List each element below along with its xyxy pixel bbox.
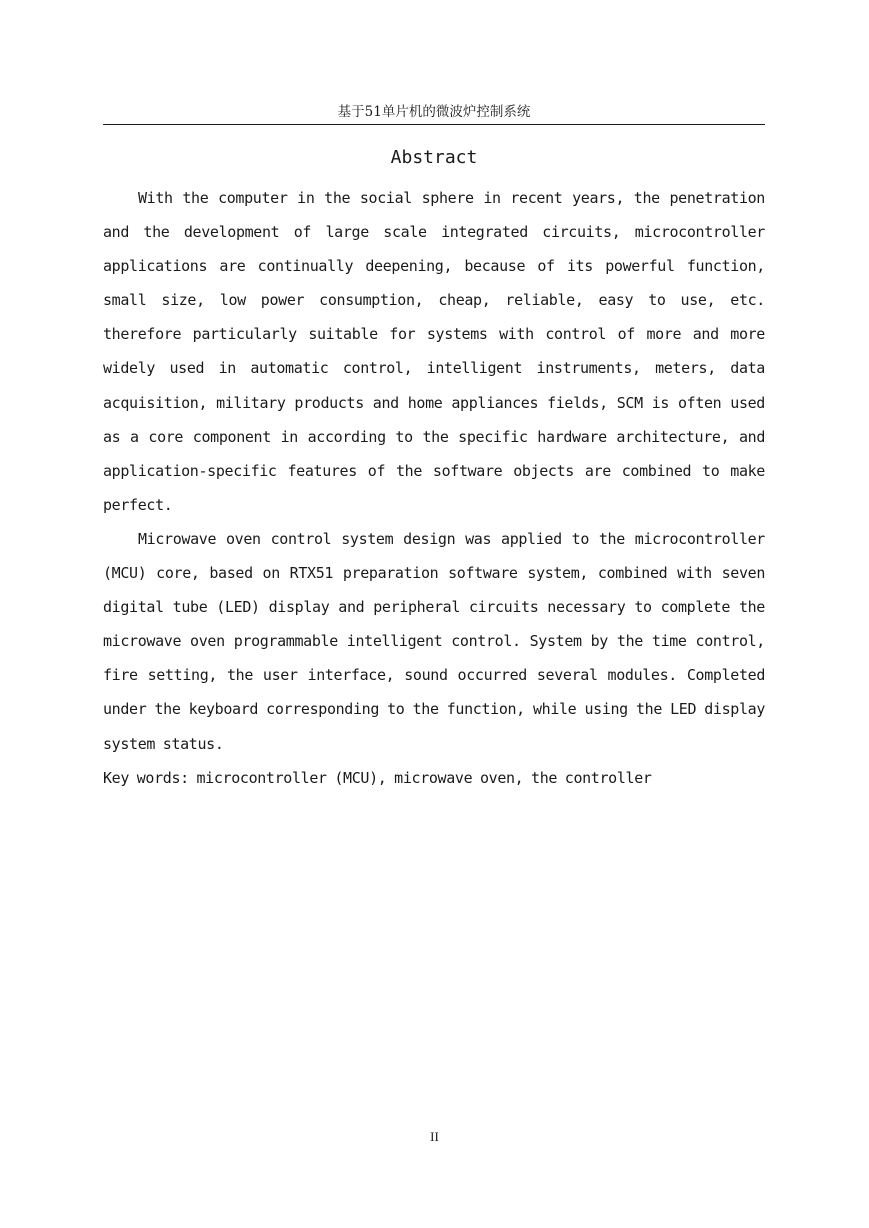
abstract-paragraph: Microwave oven control system design was applied to the microcontroller (MCU) core, based on RTX51 preparation software system, combined with seven digital tube (LED) display and peripheral circuits necessary to complete the microwave oven programmable intelligent control. System by the time control, fire setting, the user interface, sound occurred several modules. Completed under the keyboard corresponding to the function, while using the LED display system status. (103, 529, 765, 753)
abstract-body (103, 181, 765, 795)
header-rule (103, 124, 765, 125)
running-header: 基于51单片机的微波炉控制系统 (337, 104, 531, 120)
abstract-title: Abstract (390, 147, 478, 168)
keywords-line: Key words: microcontroller (MCU), microwave oven, the controller (103, 768, 652, 787)
abstract-paragraph: With the computer in the social sphere in recent years, the penetration and the development of large scale integrated circuits, microcontroller applications are continually deepening, because of its powerful function, small size, low power consumption, cheap, reliable, easy to use, etc. therefore particularly suitable for systems with control of more and more widely used in automatic control, intelligent instruments, meters, data acquisition, military products and home appliances fields, SCM is often used as a core component in according to the specific hardware architecture, and application-specific features of the software objects are combined to make perfect. (103, 189, 765, 514)
page-number: II (430, 1129, 439, 1144)
